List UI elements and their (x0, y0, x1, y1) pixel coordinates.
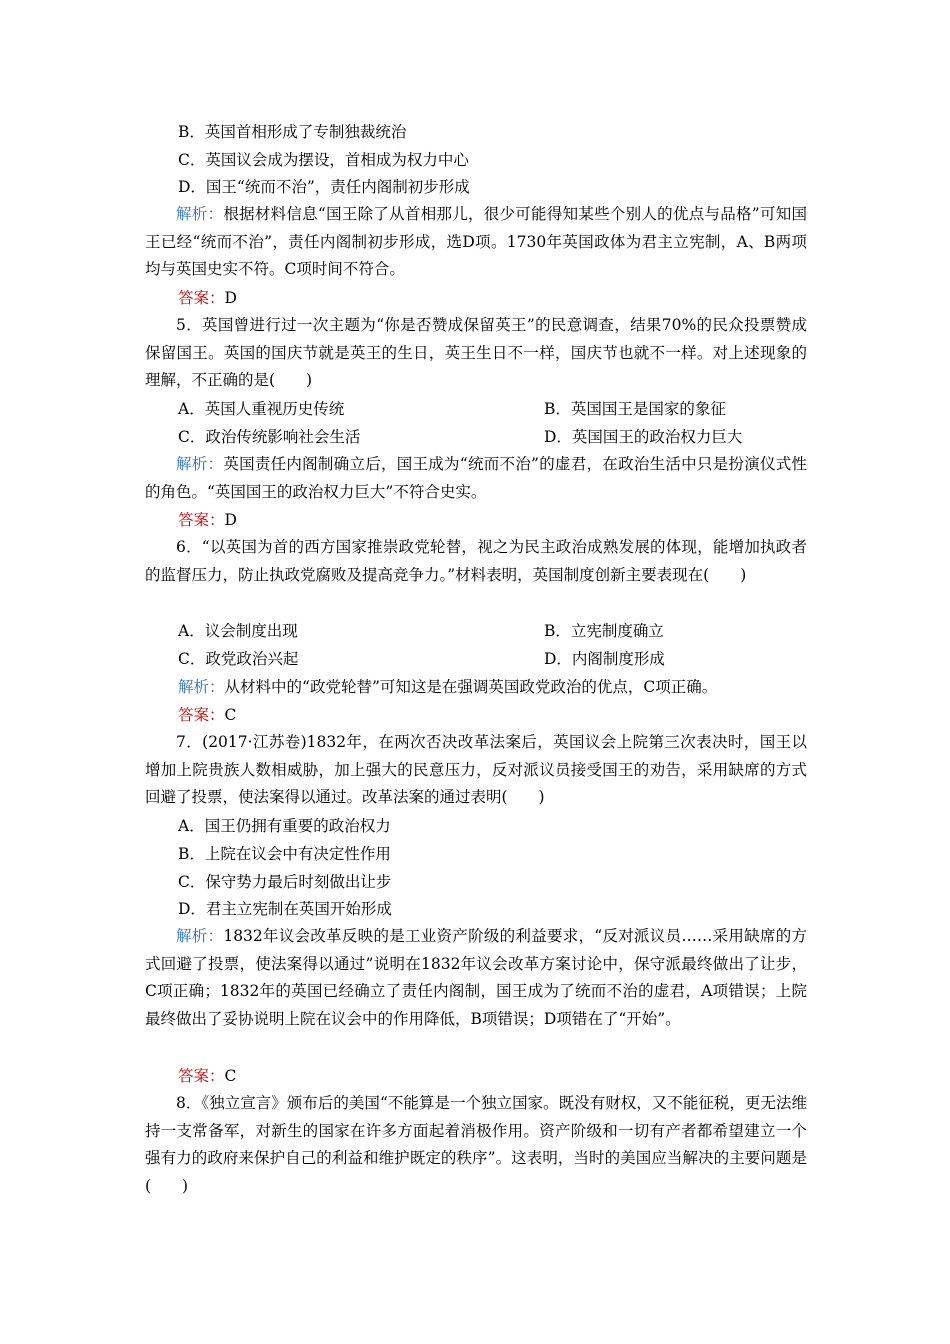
q5-option-c: C．政治传统影响社会生活 (178, 428, 361, 446)
q5-analysis-text: 英国责任内阁制确立后，国王成为“统而不治”的虚君，在政治生活中只是扮演仪式性的角色。“英国国王的政治权力巨大”不符合史实。 (145, 455, 807, 501)
q5-stem: 5．英国曾进行过一次主题为“你是否赞成保留英王”的民意调查，结果70%的民众投票赞成保留国王。英国的国庆节就是英王的生日，英王生日不一样，国庆节也就不一样。对上述现象的理解，不正确的是( ) (145, 316, 807, 390)
q6-answer-value: C (224, 706, 237, 724)
q4-option-b: B．英国首相形成了专制独裁统治 (178, 123, 407, 141)
answer-label: 答案： (178, 289, 225, 307)
analysis-label: 解析： (176, 455, 224, 473)
q6-answer (178, 705, 950, 725)
q7-stem: 7．(2017·江苏卷)1832年，在两次否决改革法案后，英国议会上院第三次表决时，国王以增加上院贵族人数相威胁，加上强大的民意压力，反对派议员接受国王的劝告，采用缺席的方式回避了投票，使法案得以通过。改革法案的通过表明( ) (145, 733, 807, 807)
analysis-label: 解析： (178, 678, 225, 696)
q4-answer-value: D (224, 289, 237, 307)
q4-analysis-text: 根据材料信息“国王除了从首相那儿，很少可能得知某些个别人的优点与品格”可知国王已经“统而不治”，责任内阁制初步形成，选D项。1730年英国政体为君主立宪制，A、B两项均与英国史实不符。C项时间不符合。 (145, 205, 807, 279)
q4-option-c: C．英国议会成为摆设，首相成为权力中心 (178, 151, 469, 169)
q5-option-a: A．英国人重视历史传统 (178, 400, 345, 418)
analysis-label: 解析： (176, 205, 224, 223)
q4-answer (178, 288, 950, 308)
q5-option-d: D．英国国王的政治权力巨大 (544, 428, 743, 446)
q4-option-d: D．国王“统而不治”，责任内阁制初步形成 (178, 178, 470, 196)
answer-label: 答案： (178, 511, 225, 529)
q7-option-d: D．君主立宪制在英国开始形成 (178, 900, 392, 918)
q5-analysis (145, 451, 807, 506)
q6-option-a: A．议会制度出现 (178, 622, 298, 640)
q7-option-a: A．国王仍拥有重要的政治权力 (178, 817, 391, 835)
q7-answer-value: C (224, 1067, 237, 1085)
q8-stem: 8．《独立宣言》颁布后的美国“不能算是一个独立国家。既没有财权，又不能征税，更无法维持一支常备军，对新生的国家在许多方面起着消极作用。资产阶级和一切有产者都希望建立一个强有力的政府来保护自己的利益和维护既定的秩序”。这表明，当时的美国应当解决的主要问题是( ) (145, 1094, 807, 1195)
q6-analysis (178, 677, 950, 697)
q7-analysis (145, 923, 807, 1033)
q6-option-b: B．立宪制度确立 (544, 622, 664, 640)
q7-answer (178, 1066, 950, 1086)
q6-analysis-text: 从材料中的“政党轮替”可知这是在强调英国政党政治的优点，C项正确。 (224, 678, 718, 696)
answer-label: 答案： (178, 706, 225, 724)
answer-label: 答案： (178, 1067, 225, 1085)
q5-option-b: B．英国国王是国家的象征 (544, 400, 726, 418)
q7-option-c: C．保守势力最后时刻做出让步 (178, 873, 392, 891)
q7-option-b: B．上院在议会中有决定性作用 (178, 845, 391, 863)
q5-answer-value: D (224, 511, 237, 529)
analysis-label: 解析： (176, 927, 224, 945)
q7-analysis-text: 1832年议会改革反映的是工业资产阶级的利益要求，“反对派议员……采用缺席的方式回避了投票，使法案得以通过”说明在1832年议会改革方案讨论中，保守派最终做出了让步，C项正确；1832年的英国已经确立了责任内阁制，国王成为了统而不治的虚君，A项错误；上院最终做出了妥协说明上院在议会中的作用降低，B项错误；D项错在了“开始”。 (145, 927, 807, 1028)
q6-option-c: C．政党政治兴起 (178, 650, 299, 668)
q4-analysis (145, 201, 807, 284)
q6-stem: 6．“以英国为首的西方国家推崇政党轮替，视之为民主政治成熟发展的体现，能增加执政者的监督压力，防止执政党腐败及提高竞争力。”材料表明，英国制度创新主要表现在( ) (145, 538, 807, 584)
q5-answer (178, 510, 950, 530)
q6-option-d: D．内阁制度形成 (544, 650, 665, 668)
